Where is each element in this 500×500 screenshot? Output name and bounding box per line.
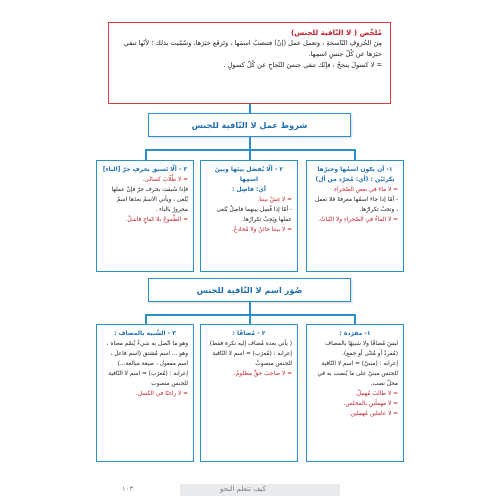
condition-box-2	[200, 160, 298, 272]
form-example: = لا طالبَ مُهمِلٌ.	[355, 391, 398, 397]
summary-box	[108, 22, 391, 104]
form-line: إعرابه : (مبنيّ) = اسم لا النّافية للجنس مبنيّ على ما يُنصب به في محلّ نصب.	[317, 361, 398, 387]
condition-line: - أمّا إذا جاءَ اسمُها معرفةً فلا تعمل ، وتجبُ تكرارُها.	[315, 197, 398, 213]
summary-title: مُلخّص ( لا النّافية للجنس)	[290, 28, 382, 37]
condition-title: ٢ - ألّا يُفصَل بينَها وبينَ اسمِها	[214, 166, 284, 183]
form-line: ( يأتي بعده مُضاف إليه نكرة فقط)	[209, 341, 292, 347]
form-box-3	[96, 324, 194, 462]
form-title: ٢ - مُضافًا :	[232, 330, 266, 337]
condition-line: = لا طُلّابَ كسالى.	[142, 177, 188, 183]
form-box-2	[200, 324, 298, 462]
connector-line	[249, 314, 251, 324]
form-example: = لا مهملَينِ بالمجلس.	[343, 401, 398, 407]
connector-line	[249, 104, 251, 113]
connector-line	[354, 314, 356, 324]
condition-line: = الطّموحُ بلا كفاحٍ فاشلٌ.	[125, 217, 188, 223]
summary-line: خبَرَها عن كُلّ جنسِ اسمِها.	[308, 50, 382, 58]
summary-example: = لا كسولَ ينجحُ ، فإنّك تنفي جنسَ النّجاحِ عن كُلّ كسولٍ .	[223, 61, 382, 69]
connector-line	[145, 314, 147, 324]
form-title: ٣ - الشّبيه بالمضاف :	[114, 330, 176, 337]
condition-title: ١- أن يكون اسمُها وخبرُها نكرتَيْن : (أي: مُجرّد من أل)	[315, 166, 395, 183]
connector-line	[145, 149, 147, 160]
page-footer	[0, 478, 500, 500]
footer-title: كيف تتعلم النحو	[220, 485, 266, 493]
form-line: إعرابه : (مُعرَب) = اسم لا النّافية للجنس منصوب	[108, 371, 188, 387]
condition-line: - أمّا إذا فُصِل بينهما فاصِلٌ يُلغى عملها ويَجِبُ تكرارُها.	[216, 207, 292, 223]
form-line: إعرابه : (مُعرَب) = اسم لا النّافية للجنس منصوبٌ	[212, 351, 292, 367]
condition-line: = لا ماءَ في بعضِ الصّحراءِ.	[332, 187, 398, 193]
condition-line: = لا بيننا خائنٌ ولا مُخادعٌ.	[232, 227, 292, 233]
conditions-header: شروط عمل لا النّافية للجنس	[148, 113, 351, 137]
summary-line: مِنَ الحُروفِ النّاسخةِ ، وتعمل عمل (إنّ) فتنصبُ اسمَها ، وتَرفَع خبَرَها، وسُمّيت بذلك ؛ لأنّها تنفي	[123, 39, 382, 47]
form-example: = لا صاحِبَ حقٍّ مظلومٌ.	[233, 371, 292, 377]
forms-header: صُوَر اسم لا النّافية للجنس	[148, 278, 351, 302]
connector-line	[249, 149, 251, 160]
connector-line	[354, 149, 356, 160]
form-example: = لا عامِلين مُهمِلين.	[348, 411, 398, 417]
connector-line	[249, 137, 251, 149]
form-line: ليسَ مُضافًا ولا شبيهًا بالمضاف (مُفردٌ أو مُثنّى أو جمع).	[325, 341, 398, 357]
condition-title: ٣ - ألّا تَسبق بحرفِ جرّ [الباء]	[102, 166, 188, 173]
form-line: وهو ما اتّصل به شيءٌ يُتمّم معناه ، وهو ... اسم مُشتق (اسم فاعل ، اسم مفعول ، صيغة مبالغة...)	[106, 341, 188, 367]
condition-line: فإذا سُبقت بحرف جرّ فإنّ عملها يُلغى ، ويأتي الاسمُ بعدَها اسمٌ مجرورٌ بالباء .	[111, 187, 188, 213]
connector-line	[249, 302, 251, 314]
condition-box-1	[306, 160, 404, 272]
page-number: ١٠٣	[122, 485, 134, 493]
form-title: ١- مفرَدة :	[339, 330, 371, 337]
condition-box-3	[96, 160, 194, 272]
form-example: = لا راغبًا في الكسلِ.	[135, 391, 188, 397]
condition-line: = لا غِشَّ بيننا.	[257, 197, 292, 203]
form-box-1	[306, 324, 404, 462]
condition-subtitle: أي: فاصِل :	[232, 186, 266, 193]
condition-line: = لا الماءُ في الصّحراءِ ولا النّباتُ.	[318, 217, 398, 223]
